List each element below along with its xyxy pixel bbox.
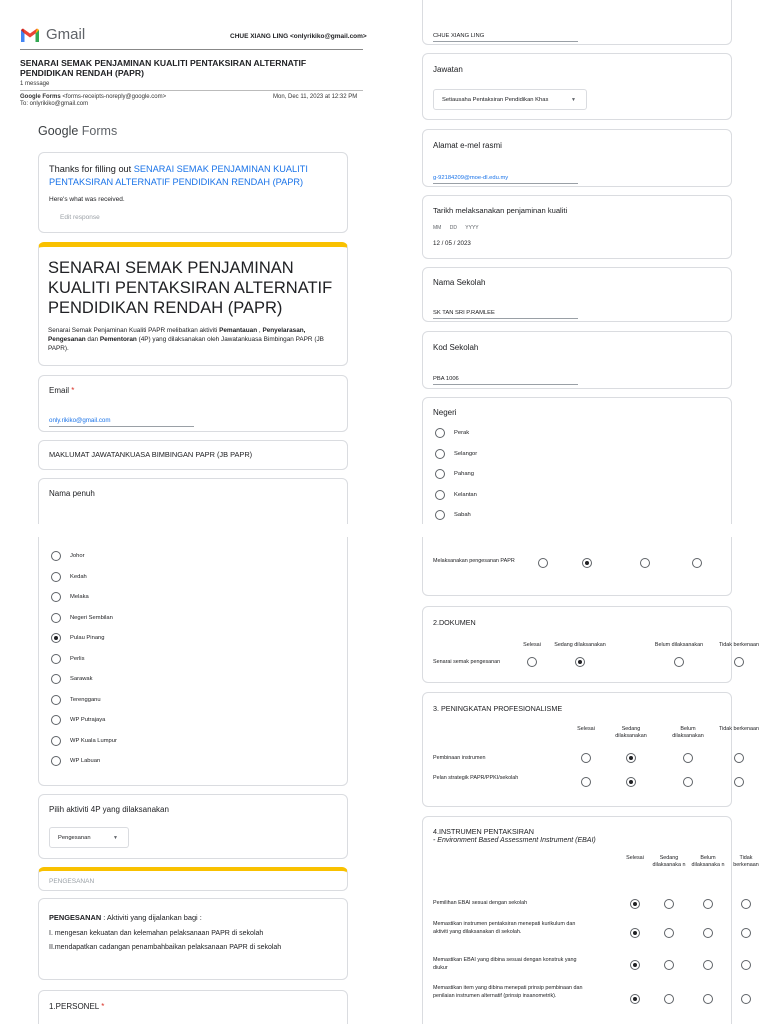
grid-column-header: Belum dilaksanaka n — [691, 855, 725, 868]
grid-radio[interactable] — [626, 753, 636, 763]
dokumen-grid-card — [422, 606, 759, 683]
negeri-option[interactable] — [51, 592, 89, 602]
grid-row-label: Pelan strategik PAPR/PPKI/sekolah — [433, 775, 519, 781]
grid-radio[interactable] — [581, 753, 591, 763]
negeri-options-card — [38, 537, 348, 786]
grid-radio[interactable] — [664, 960, 674, 970]
radio-icon[interactable] — [51, 654, 61, 664]
section-title-card — [38, 440, 348, 470]
radio-icon[interactable] — [435, 449, 445, 459]
desc-bold-1: Pemantauan — [219, 327, 258, 334]
grid-radio[interactable] — [538, 558, 548, 568]
grid-row-label: Senarai semak pengesanan — [433, 659, 501, 665]
grid-radio[interactable] — [581, 777, 591, 787]
negeri-option-label: Negeri Sembilan — [70, 614, 113, 621]
grid-radio[interactable] — [741, 928, 751, 938]
grid-radio[interactable] — [703, 899, 713, 909]
thanks-text — [49, 163, 337, 189]
aktiviti-value: Pengesanan — [58, 834, 91, 841]
grid-radio[interactable] — [692, 558, 702, 568]
pengesanan-item-2: II.mendapatkan cadangan penambahbaikan pelaksanaan PAPR di sekolah — [49, 944, 282, 951]
negeri-option[interactable] — [51, 551, 85, 561]
grid-radio[interactable] — [683, 777, 693, 787]
pengesanan-section-header — [38, 867, 348, 891]
sender-address: <forms-receipts-noreply@google.com> — [62, 94, 167, 100]
section-title: MAKLUMAT JAWATANKUASA BIMBINGAN PAPR (JB PAPR) — [49, 450, 253, 459]
grid-radio[interactable] — [527, 657, 537, 667]
grid-radio[interactable] — [741, 994, 751, 1004]
required-mark: * — [71, 386, 75, 395]
negeri-option-label: WP Labuan — [70, 758, 101, 764]
account-label: CHUE XIANG LING <onlyrikiko@gmail.com> — [230, 33, 367, 40]
radio-icon[interactable] — [51, 715, 61, 725]
gmail-header — [20, 26, 85, 43]
radio-icon[interactable] — [51, 674, 61, 684]
grid-radio[interactable] — [683, 753, 693, 763]
email-question-card — [38, 375, 348, 432]
desc-bold-2: Penyelarasan, Pengesanan — [48, 327, 306, 343]
desc-part-2: , — [257, 327, 263, 334]
kod-answer: PBA 1006 — [433, 376, 578, 385]
profesionalisme-grid-card — [422, 692, 759, 807]
date-yyyy-label: YYYY — [465, 225, 479, 231]
radio-icon[interactable] — [51, 736, 61, 746]
negeri-option-label: WP Kuala Lumpur — [70, 737, 117, 744]
negeri-option[interactable] — [51, 572, 87, 582]
negeri-option[interactable] — [51, 654, 85, 664]
negeri-option-label: Selangor — [454, 450, 478, 457]
grid-column-header: Sedang dilaksanaka n — [652, 855, 686, 868]
grid-radio[interactable] — [582, 558, 592, 568]
negeri-option-label: Pulau Pinang — [70, 635, 105, 641]
negeri-option-label: Kedah — [70, 573, 87, 580]
kod-label: Kod Sekolah — [433, 343, 479, 352]
grid-title: 3. PENINGKATAN PROFESIONALISME — [433, 704, 563, 713]
google-forms-logo — [38, 124, 117, 138]
caret-down-icon: ▼ — [113, 834, 118, 841]
negeri-option-label: Terengganu — [70, 696, 101, 703]
grid-column-header: Sedang dilaksanakan — [554, 642, 606, 648]
grid-radio[interactable] — [703, 928, 713, 938]
grid-column-header: Selesai — [577, 726, 595, 732]
grid-row-label: Memastikan instrumen pentaksiran menepati kurikulum dan aktiviti yang dilaksanakan di sekolah. — [433, 921, 576, 935]
email-subject: SENARAI SEMAK PENJAMINAN KUALITI PENTAKSIRAN ALTERNATIF PENDIDIKAN RENDAH (PAPR) — [20, 58, 307, 78]
gmail-wordmark: Gmail — [46, 26, 86, 43]
grid-column-header: Selesai — [523, 642, 541, 648]
grid-column-header: Sedang dilaksanakan — [615, 726, 647, 739]
email-label — [49, 386, 337, 395]
sekolah-label: Nama Sekolah — [433, 278, 486, 287]
radio-selected-icon[interactable] — [51, 633, 61, 643]
grid-column-header: Tidak berkenaan — [719, 726, 759, 732]
negeri-option-label: Melaka — [70, 594, 89, 600]
form-description — [48, 326, 338, 353]
jawatan-value: Setiausaha Pentaksiran Pendidikan Khas — [442, 96, 549, 103]
email-answer: only.rikiko@gmail.com — [49, 417, 194, 427]
email-bottom-left-page — [0, 537, 384, 1024]
email-top-left-page — [0, 0, 384, 524]
thanks-prefix: Thanks for filling out — [49, 164, 134, 174]
grid-row-label: Pemilihan EBAI sesuai dengan sekolah — [433, 900, 528, 906]
sekolah-answer: SK TAN SRI P.RAMLEE — [433, 310, 578, 319]
email-top-right-page — [384, 0, 768, 524]
negeri-option[interactable] — [435, 510, 471, 520]
email-bottom-right-page — [384, 537, 768, 1024]
jawatan-question-card — [422, 53, 732, 120]
radio-icon[interactable] — [435, 490, 445, 500]
radio-icon[interactable] — [51, 695, 61, 705]
nama-question-card — [38, 478, 348, 524]
negeri-option[interactable] — [51, 613, 113, 623]
desc-part-4: (4P) yang dilaksanakan oleh Jawatankuasa Bimbingan PAPR (JB PAPR). — [48, 336, 324, 352]
grid-radio[interactable] — [575, 657, 585, 667]
grid-column-header: Selesai — [626, 855, 644, 861]
grid-radio[interactable] — [630, 994, 640, 1004]
form-title-card — [38, 242, 348, 366]
grid-row-label: Memastikan item yang dibina menepati prinsip pembinaan dan penilaian instrumen alternatif (prinsip insanometrik). — [433, 985, 583, 999]
negeri-option[interactable] — [435, 428, 469, 438]
personel-question-card — [38, 990, 348, 1024]
grid-radio[interactable] — [703, 994, 713, 1004]
grid-radio[interactable] — [630, 899, 640, 909]
negeri-option[interactable] — [435, 490, 477, 500]
grid-radio[interactable] — [741, 899, 751, 909]
grid-radio[interactable] — [640, 558, 650, 568]
radio-icon[interactable] — [435, 469, 445, 479]
jawatan-select[interactable] — [433, 89, 587, 110]
date-dd-label: DD — [449, 225, 457, 231]
negeri-question-card — [422, 397, 732, 524]
date-answer: 12 / 05 / 2023 — [433, 240, 471, 247]
date-mm-label: MM — [433, 225, 442, 231]
aktiviti-select[interactable] — [49, 827, 129, 848]
radio-icon[interactable] — [435, 428, 445, 438]
grid-radio[interactable] — [664, 994, 674, 1004]
pengesanan-info-card — [38, 898, 348, 980]
negeri-option-label: Pahang — [454, 471, 474, 477]
intro-rest: : Aktiviti yang dijalankan bagi : — [101, 913, 202, 922]
form-link[interactable]: SENARAI SEMAK PENJAMINAN KUALITI PENTAKSIRAN ALTERNATIF PENDIDIKAN RENDAH (PAPR) — [49, 164, 308, 187]
radio-icon[interactable] — [51, 756, 61, 766]
grid-row-label: Melaksanakan pengesanan PAPR — [433, 558, 515, 564]
grid-column-header: Tidak berkenaan — [719, 642, 759, 648]
grid-column-header: Tidak berkenaan — [733, 855, 759, 868]
radio-icon[interactable] — [435, 510, 445, 520]
negeri-option-label: WP Putrajaya — [70, 717, 106, 723]
instrumen-grid-card — [422, 816, 759, 1024]
gmail-logo-icon — [20, 27, 40, 43]
subject-divider — [20, 90, 363, 91]
negeri-option-label: Perak — [454, 430, 470, 436]
google-word: Google — [38, 124, 79, 138]
required-mark: * — [101, 1002, 105, 1011]
pengesanan-intro — [49, 913, 337, 922]
aktiviti-question-card — [38, 794, 348, 859]
caret-down-icon: ▼ — [571, 96, 576, 103]
radio-icon[interactable] — [51, 592, 61, 602]
negeri-option-label: Sarawak — [70, 676, 93, 682]
negeri-option[interactable] — [435, 469, 474, 479]
grid-radio[interactable] — [630, 960, 640, 970]
grid-subtitle: - Environment Based Assessment Instrument (EBAI) — [433, 837, 596, 844]
pengesanan-item-1: I. mengesan kekuatan dan kelemahan pelaksanaan PAPR di sekolah — [49, 930, 264, 937]
grid-column-header: Belum dilaksanakan — [672, 726, 704, 739]
tarikh-label: Tarikh melaksanakan penjaminan kualiti — [433, 206, 568, 215]
grid-radio[interactable] — [664, 899, 674, 909]
grid-column-header: Belum dilaksanakan — [654, 642, 704, 648]
header-divider — [20, 49, 363, 50]
alamat-answer: g-92184209@moe-dl.edu.my — [433, 175, 578, 184]
sekolah-question-card — [422, 267, 732, 322]
grid-radio[interactable] — [734, 657, 744, 667]
grid-radio[interactable] — [734, 777, 744, 787]
aktiviti-label: Pilih aktiviti 4P yang dilaksanakan — [49, 805, 169, 814]
received-text: Here's what was received. — [49, 196, 125, 203]
negeri-option[interactable] — [51, 674, 93, 684]
nama-answer-card — [422, 0, 732, 45]
grid-radio[interactable] — [741, 960, 751, 970]
message-count: 1 message — [20, 81, 50, 87]
message-date: Mon, Dec 11, 2023 at 12:32 PM — [273, 94, 358, 100]
receipt-card — [38, 152, 348, 233]
negeri-option-label: Kelantan — [454, 491, 477, 498]
grid-radio[interactable] — [630, 928, 640, 938]
grid-radio[interactable] — [664, 928, 674, 938]
negeri-option[interactable] — [51, 715, 105, 725]
kod-question-card — [422, 331, 732, 389]
grid-title: 4.INSTRUMEN PENTAKSIRAN — [433, 827, 534, 836]
negeri-label: Negeri — [433, 408, 457, 417]
personel-label — [49, 1002, 104, 1011]
negeri-option-label: Sabah — [454, 512, 471, 518]
radio-icon[interactable] — [51, 551, 61, 561]
grid-title: 2.DOKUMEN — [433, 618, 476, 627]
desc-bold-3: Pementoran — [99, 336, 137, 343]
grid-radio[interactable] — [703, 960, 713, 970]
section-name: PENGESANAN — [49, 878, 95, 885]
radio-icon[interactable] — [51, 613, 61, 623]
tarikh-question-card — [422, 195, 732, 259]
alamat-question-card — [422, 129, 732, 187]
negeri-option[interactable] — [51, 633, 105, 643]
nama-answer: CHUE XIANG LING — [433, 33, 578, 42]
form-title: SENARAI SEMAK PENJAMINAN KUALITI PENTAKSIRAN ALTERNATIF PENDIDIKAN RENDAH (PAPR) — [48, 259, 333, 317]
edit-response-link[interactable]: Edit response — [60, 214, 100, 221]
desc-part-1: Senarai Semak Penjaminan Kualiti PAPR melibatkan aktiviti — [48, 327, 220, 334]
radio-icon[interactable] — [51, 572, 61, 582]
jawatan-label: Jawatan — [433, 65, 463, 74]
negeri-option[interactable] — [435, 449, 477, 459]
alamat-label: Alamat e-mel rasmi — [433, 141, 502, 150]
nama-label: Nama penuh — [49, 489, 95, 498]
desc-part-3: dan — [85, 336, 100, 343]
date-field-headers — [433, 225, 479, 231]
sender-line — [20, 94, 166, 100]
recipient-line: To: onlyrikiko@gmail.com — [20, 101, 89, 107]
negeri-option[interactable] — [51, 756, 100, 766]
email-label-text: Email — [49, 386, 70, 395]
grid-radio[interactable] — [734, 753, 744, 763]
grid-row-label: Pembinaan instrumen — [433, 755, 486, 761]
negeri-option-label: Perlis — [70, 655, 85, 662]
grid-radio[interactable] — [674, 657, 684, 667]
forms-word: Forms — [81, 124, 118, 138]
grid-radio[interactable] — [626, 777, 636, 787]
personel-grid-card — [422, 537, 732, 596]
negeri-option[interactable] — [51, 695, 101, 705]
grid-row-label: Memastikan EBAI yang dibina sesuai dengan konstruk yang diukur — [433, 957, 577, 971]
sender-name: Google Forms — [20, 94, 61, 100]
intro-bold: PENGESANAN — [49, 913, 102, 922]
personel-label-text: 1.PERSONEL — [49, 1002, 99, 1011]
negeri-option[interactable] — [51, 736, 117, 746]
negeri-option-label: Johor — [70, 553, 85, 559]
